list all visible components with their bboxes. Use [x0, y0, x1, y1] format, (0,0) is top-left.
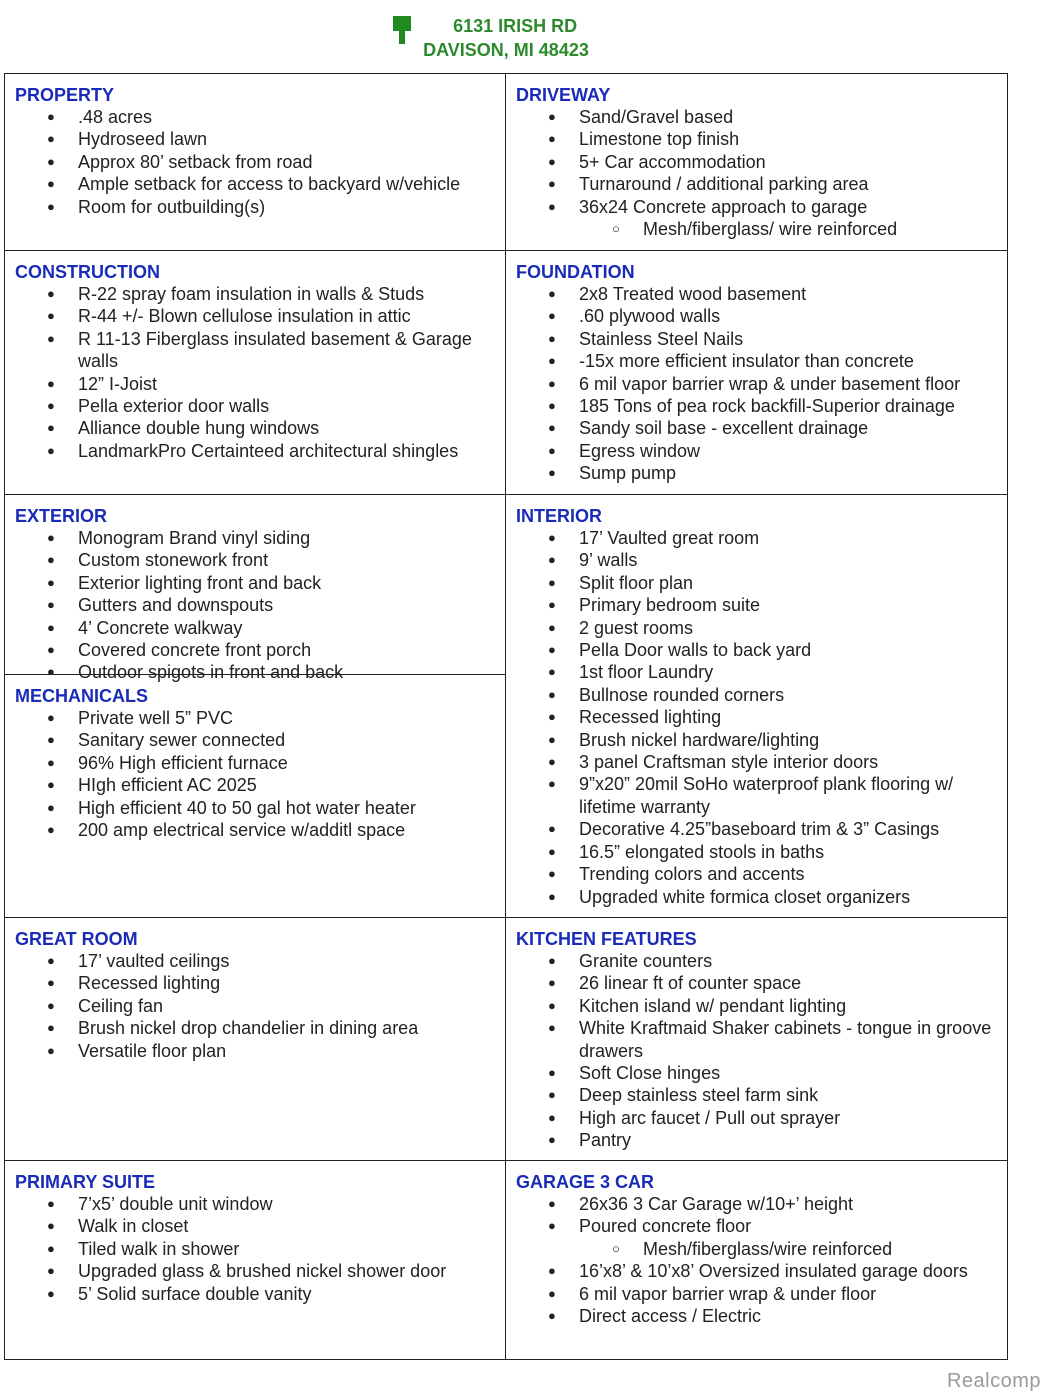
- list-item: ● Gutters and downspouts: [15, 594, 497, 616]
- property-section: [5, 74, 506, 250]
- list-item: ● Private well 5” PVC: [15, 707, 497, 729]
- list-item: ● 200 amp electrical service w/additl space: [15, 819, 497, 841]
- list-item: ● Direct access / Electric: [516, 1305, 999, 1327]
- list-item: ● Primary bedroom suite: [516, 594, 999, 616]
- list-item: ● Custom stonework front: [15, 549, 497, 571]
- list-item: ● Pella Door walls to back yard: [516, 639, 999, 661]
- section-title: GREAT ROOM: [15, 929, 138, 949]
- address-line-2: DAVISON, MI 48423: [423, 40, 589, 60]
- feature-list: [516, 950, 999, 1152]
- sub-list-item: ○ Mesh/fiberglass/wire reinforced: [516, 1238, 999, 1260]
- list-item: ● -15x more efficient insulator than concrete: [516, 350, 999, 372]
- feature-list: [15, 106, 497, 218]
- list-item: ● White Kraftmaid Shaker cabinets - tongue in groove drawers: [516, 1017, 999, 1062]
- list-item: ● Sand/Gravel based: [516, 106, 999, 128]
- list-item: ● 16.5” elongated stools in baths: [516, 841, 999, 863]
- list-item: ● Upgraded white formica closet organizers: [516, 886, 999, 908]
- list-item: ● R-22 spray foam insulation in walls & Studs: [15, 283, 497, 305]
- list-item: ● Covered concrete front porch: [15, 639, 497, 661]
- list-item: ● Brush nickel hardware/lighting: [516, 729, 999, 751]
- feature-list: [15, 1193, 497, 1305]
- list-item: ● Poured concrete floor: [516, 1215, 999, 1237]
- table-row: [5, 1160, 1007, 1359]
- list-item: ● Tiled walk in shower: [15, 1238, 497, 1260]
- table-row: [5, 494, 1007, 917]
- section-title: CONSTRUCTION: [15, 262, 160, 282]
- list-item: ● 2 guest rooms: [516, 617, 999, 639]
- driveway-section: [506, 74, 1007, 250]
- list-item: ● 5+ Car accommodation: [516, 151, 999, 173]
- kitchen-section: [506, 918, 1007, 1160]
- feature-list: [516, 1260, 999, 1327]
- list-item: ● High arc faucet / Pull out sprayer: [516, 1107, 999, 1129]
- list-item: ● Split floor plan: [516, 572, 999, 594]
- sub-feature-list: [516, 1238, 999, 1260]
- list-item: ● Upgraded glass & brushed nickel shower door: [15, 1260, 497, 1282]
- feature-list: [516, 283, 999, 485]
- list-item: ● High efficient 40 to 50 gal hot water heater: [15, 797, 497, 819]
- green-flag-sign-icon: [393, 16, 415, 44]
- section-title: GARAGE 3 CAR: [516, 1172, 655, 1192]
- list-item: ● 6 mil vapor barrier wrap & under floor: [516, 1283, 999, 1305]
- list-item: ● Monogram Brand vinyl siding: [15, 527, 497, 549]
- list-item: ● 5’ Solid surface double vanity: [15, 1283, 497, 1305]
- exterior-section: [5, 495, 505, 683]
- list-item: ● 17’ vaulted ceilings: [15, 950, 497, 972]
- section-title: EXTERIOR: [15, 506, 108, 526]
- section-title: PRIMARY SUITE: [15, 1172, 156, 1192]
- list-item: ● Pella exterior door walls: [15, 395, 497, 417]
- feature-list: [15, 283, 497, 462]
- list-item: ● R-44 +/- Blown cellulose insulation in attic: [15, 305, 497, 327]
- list-item: ● Walk in closet: [15, 1215, 497, 1237]
- feature-list: [516, 106, 999, 218]
- list-item: ● Versatile floor plan: [15, 1040, 497, 1062]
- list-item: ● LandmarkPro Certainteed architectural shingles: [15, 440, 497, 462]
- address-line-1: 6131 IRISH RD: [453, 16, 578, 36]
- section-title: PROPERTY: [15, 85, 115, 105]
- list-item: ● Outdoor spigots in front and back: [15, 661, 497, 683]
- list-item: ● Ceiling fan: [15, 995, 497, 1017]
- list-item: ● Recessed lighting: [15, 972, 497, 994]
- list-item: ● Kitchen island w/ pendant lighting: [516, 995, 999, 1017]
- feature-list: [15, 527, 497, 684]
- list-item: ● Decorative 4.25”baseboard trim & 3” Casings: [516, 818, 999, 840]
- sub-feature-list: [516, 218, 999, 240]
- foundation-section: [506, 251, 1007, 494]
- list-item: ● Room for outbuilding(s): [15, 196, 497, 218]
- primary-suite-section: [5, 1161, 506, 1359]
- list-item: ● 7’x5’ double unit window: [15, 1193, 497, 1215]
- section-title: KITCHEN FEATURES: [516, 929, 697, 949]
- table-row: [5, 917, 1007, 1160]
- list-item: ● 26 linear ft of counter space: [516, 972, 999, 994]
- table-row: [5, 74, 1007, 250]
- list-item: ● 96% High efficient furnace: [15, 752, 497, 774]
- list-item: ● 2x8 Treated wood basement: [516, 283, 999, 305]
- list-item: ● 17’ Vaulted great room: [516, 527, 999, 549]
- list-item: ● Alliance double hung windows: [15, 417, 497, 439]
- interior-section: [506, 495, 1007, 917]
- list-item: ● HIgh efficient AC 2025: [15, 774, 497, 796]
- list-item: ● .60 plywood walls: [516, 305, 999, 327]
- list-item: ● Turnaround / additional parking area: [516, 173, 999, 195]
- list-item: ● 1st floor Laundry: [516, 661, 999, 683]
- garage-section: [506, 1161, 1007, 1359]
- section-title: DRIVEWAY: [516, 85, 611, 105]
- feature-list: [516, 527, 999, 908]
- list-item: ● 4’ Concrete walkway: [15, 617, 497, 639]
- construction-section: [5, 251, 506, 494]
- mechanicals-section: [5, 674, 505, 849]
- list-item: ● Brush nickel drop chandelier in dining area: [15, 1017, 497, 1039]
- list-item: ● Sump pump: [516, 462, 999, 484]
- list-item: ● Soft Close hinges: [516, 1062, 999, 1084]
- list-item: ● 6 mil vapor barrier wrap & under basement floor: [516, 373, 999, 395]
- list-item: ● 9’ walls: [516, 549, 999, 571]
- list-item: ● 12” I-Joist: [15, 373, 497, 395]
- section-title: FOUNDATION: [516, 262, 635, 282]
- list-item: ● Pantry: [516, 1129, 999, 1151]
- sub-list-item: ○ Mesh/fiberglass/ wire reinforced: [516, 218, 999, 240]
- section-title: MECHANICALS: [15, 686, 148, 706]
- feature-list: [516, 1193, 999, 1238]
- list-item: ● 36x24 Concrete approach to garage: [516, 196, 999, 218]
- header: [0, 14, 1012, 62]
- list-item: ● .48 acres: [15, 106, 497, 128]
- feature-list: [15, 707, 497, 841]
- realcomp-watermark: Realcomp: [946, 1370, 1041, 1392]
- list-item: ● Sandy soil base - excellent drainage: [516, 417, 999, 439]
- great-room-section: [5, 918, 506, 1160]
- list-item: ● Deep stainless steel farm sink: [516, 1084, 999, 1106]
- feature-list: [15, 950, 497, 1062]
- list-item: ● Hydroseed lawn: [15, 128, 497, 150]
- list-item: ● Trending colors and accents: [516, 863, 999, 885]
- list-item: ● 3 panel Craftsman style interior doors: [516, 751, 999, 773]
- list-item: ● Recessed lighting: [516, 706, 999, 728]
- list-item: ● Approx 80’ setback from road: [15, 151, 497, 173]
- list-item: ● R 11-13 Fiberglass insulated basement & Garage walls: [15, 328, 497, 373]
- list-item: ● 26x36 3 Car Garage w/10+’ height: [516, 1193, 999, 1215]
- list-item: ● Limestone top finish: [516, 128, 999, 150]
- address-block: [423, 14, 589, 62]
- section-title: INTERIOR: [516, 506, 603, 526]
- list-item: ● 185 Tons of pea rock backfill-Superior drainage: [516, 395, 999, 417]
- list-item: ● Bullnose rounded corners: [516, 684, 999, 706]
- list-item: ● Stainless Steel Nails: [516, 328, 999, 350]
- list-item: ● Granite counters: [516, 950, 999, 972]
- list-item: ● Egress window: [516, 440, 999, 462]
- list-item: ● 16’x8’ & 10’x8’ Oversized insulated garage doors: [516, 1260, 999, 1282]
- list-item: ● Sanitary sewer connected: [15, 729, 497, 751]
- list-item: ● 9”x20” 20mil SoHo waterproof plank flooring w/ lifetime warranty: [516, 773, 999, 818]
- exterior-mechanicals-column: [5, 495, 506, 917]
- list-item: ● Exterior lighting front and back: [15, 572, 497, 594]
- features-table: [4, 73, 1008, 1360]
- table-row: [5, 250, 1007, 494]
- list-item: ● Ample setback for access to backyard w/vehicle: [15, 173, 497, 195]
